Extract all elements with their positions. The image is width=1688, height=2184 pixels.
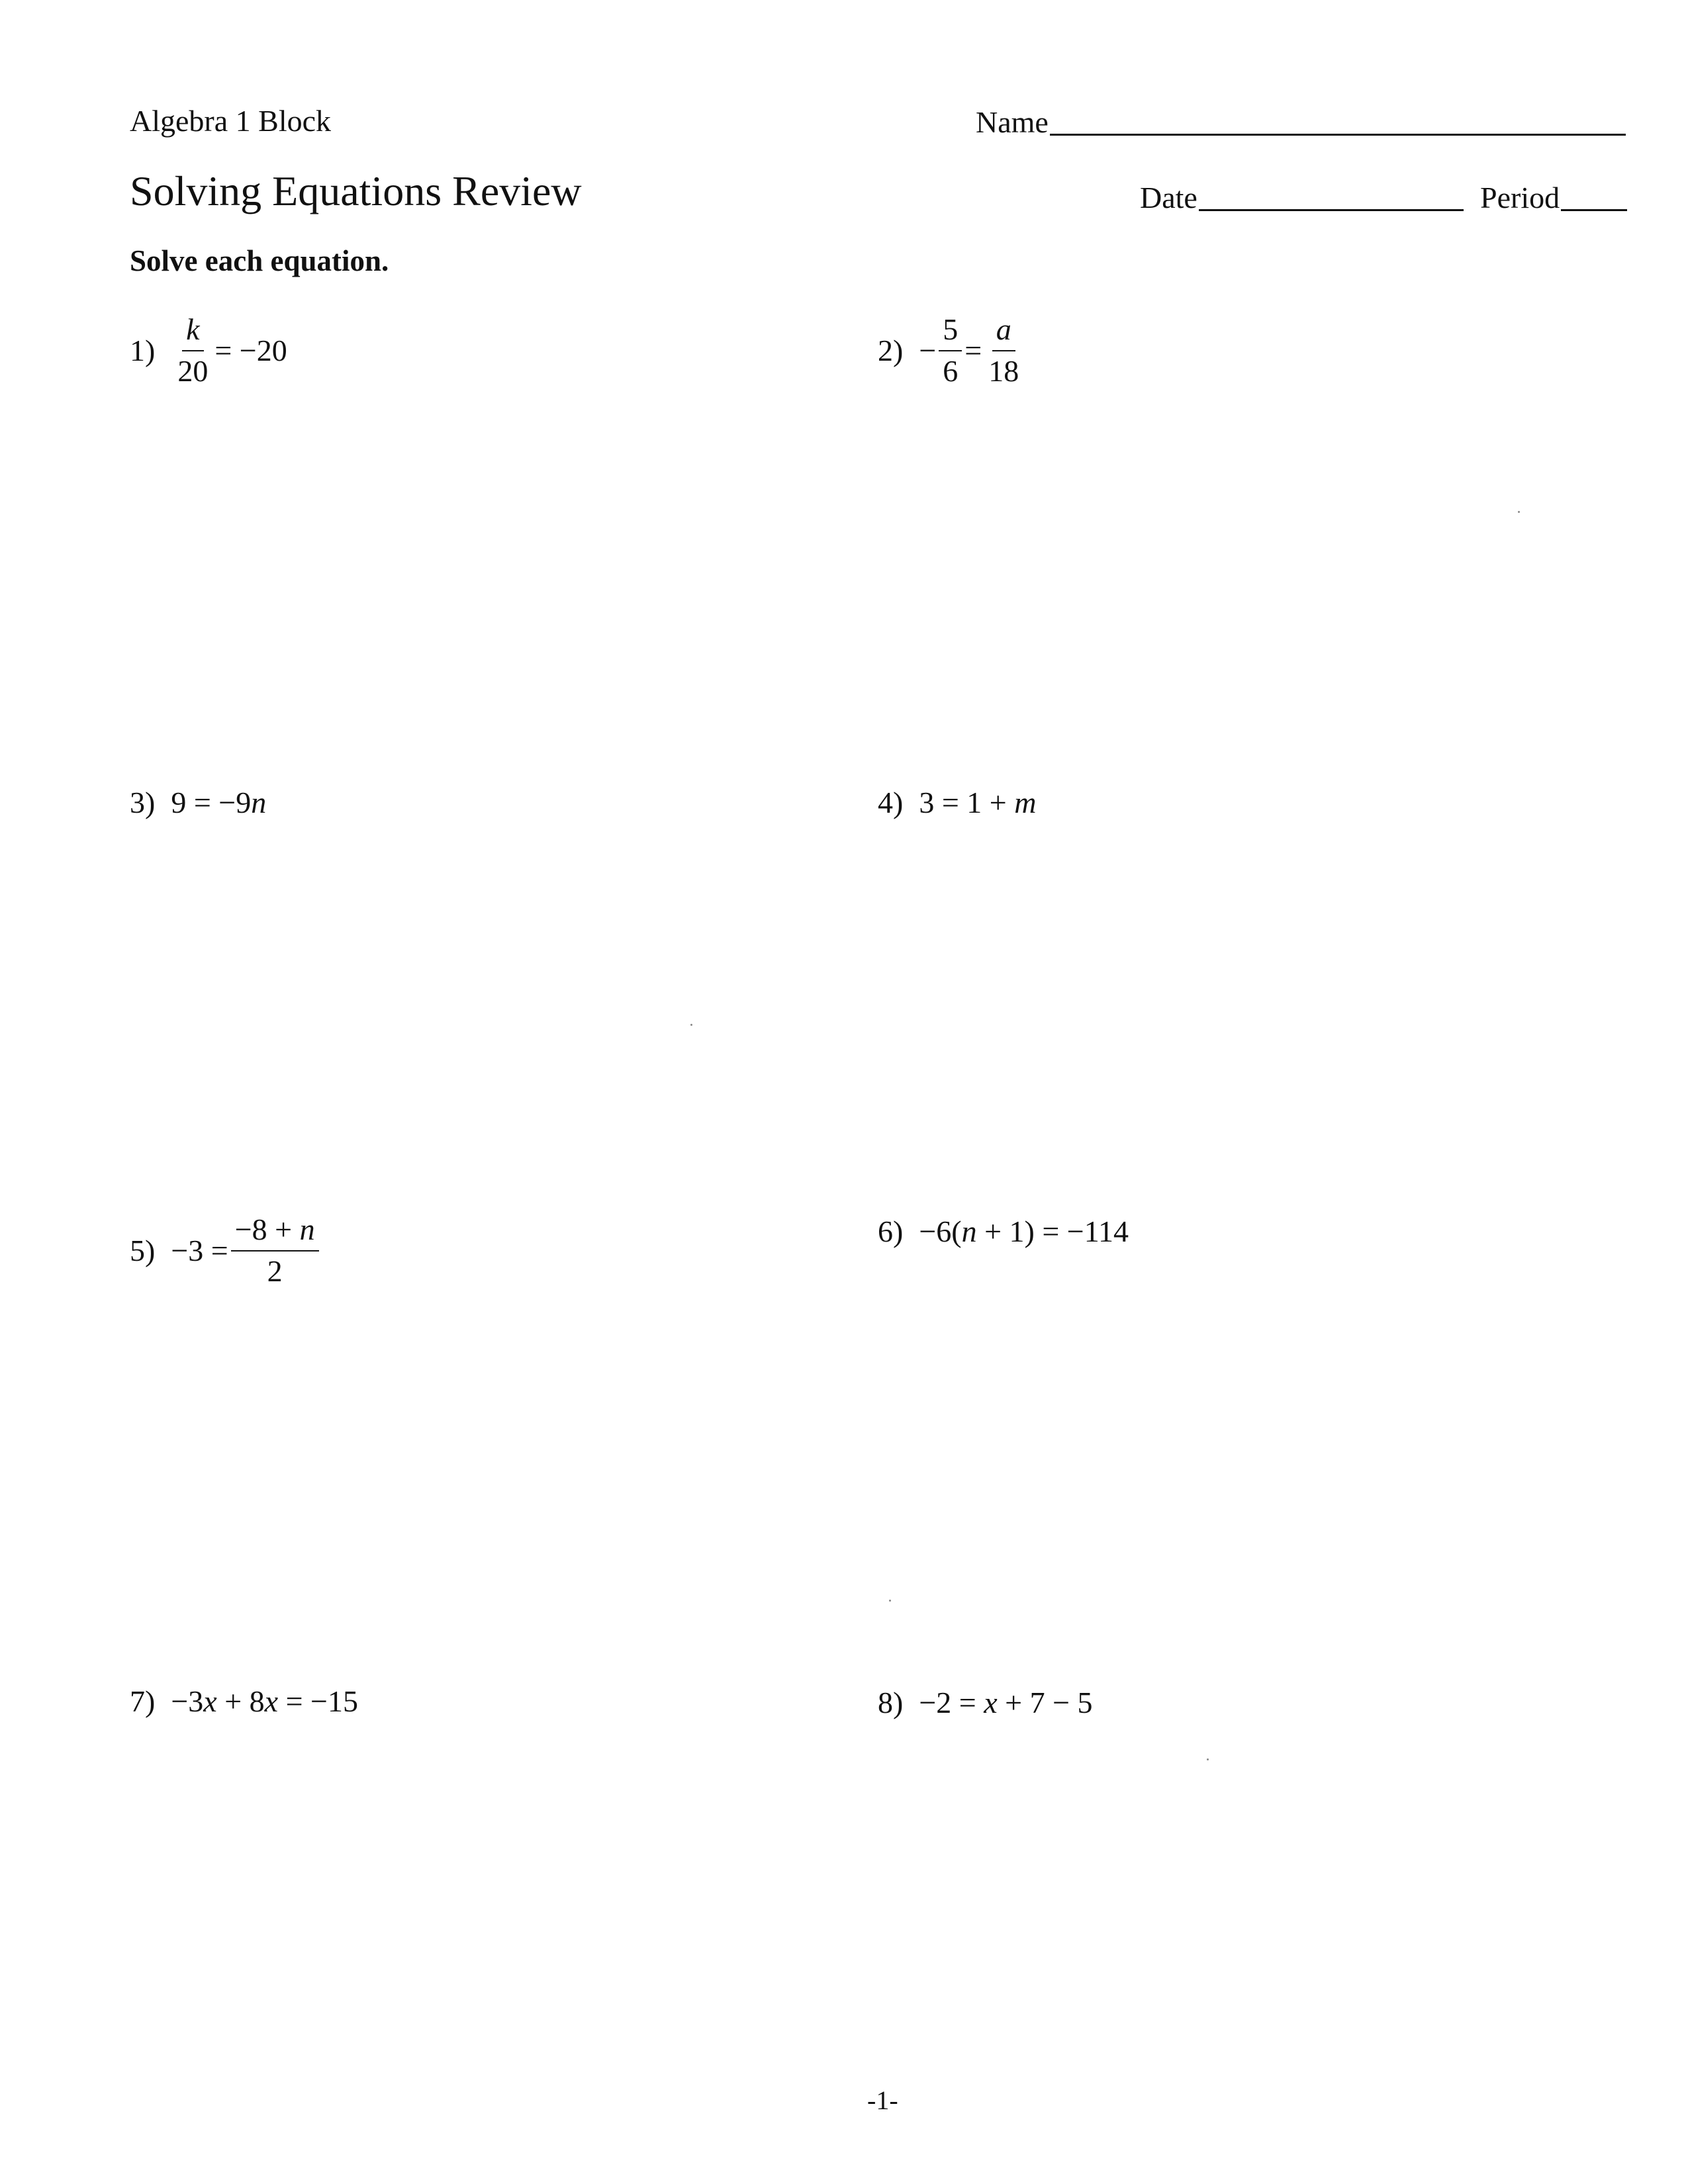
problem-number: 5) [130, 1234, 156, 1268]
problem-number: 8) [878, 1686, 904, 1719]
worksheet-title: Solving Equations Review [130, 167, 582, 214]
problem-8 [878, 1685, 1093, 1720]
denominator: 2 [267, 1253, 283, 1288]
denominator: 20 [177, 353, 209, 388]
page-number: -1- [867, 2085, 898, 2115]
scan-speck [1207, 1758, 1209, 1760]
problem-number: 3) [130, 786, 156, 819]
numerator: −8 + n [231, 1212, 319, 1251]
fraction [231, 1212, 319, 1289]
period-field[interactable] [1480, 180, 1627, 215]
name-label: Name [976, 105, 1049, 139]
problem-2 [878, 312, 1025, 389]
period-label: Period [1480, 181, 1560, 214]
problem-6 [878, 1214, 1129, 1249]
scan-speck [690, 1024, 692, 1026]
equation: 3 = 1 + m [919, 786, 1037, 819]
equation-rhs: = −20 [214, 334, 287, 368]
problem-1 [130, 312, 287, 389]
negative-sign: − [919, 334, 937, 368]
fraction-right [984, 312, 1023, 389]
period-blank[interactable] [1561, 208, 1627, 211]
problem-5 [130, 1212, 322, 1289]
numerator: k [186, 312, 200, 346]
problem-4 [878, 785, 1036, 820]
scan-speck [889, 1600, 891, 1602]
equals-sign: = [964, 334, 982, 368]
problem-number: 4) [878, 786, 904, 819]
denominator: 18 [988, 353, 1019, 388]
problem-number: 2) [878, 334, 904, 368]
name-field[interactable] [976, 105, 1626, 140]
name-blank[interactable] [1050, 133, 1626, 136]
problem-number: 7) [130, 1684, 156, 1718]
problem-number: 1) [130, 334, 156, 368]
denominator: 6 [943, 353, 959, 388]
date-label: Date [1140, 181, 1197, 214]
equation-lhs: −3 = [171, 1234, 228, 1268]
problem-7 [130, 1684, 358, 1719]
instructions: Solve each equation. [130, 244, 389, 277]
numerator: a [996, 312, 1011, 346]
equation: −3x + 8x = −15 [171, 1684, 358, 1718]
course-label: Algebra 1 Block [130, 104, 332, 138]
equation: −6(n + 1) = −114 [919, 1214, 1129, 1248]
date-field[interactable] [1140, 180, 1464, 215]
problem-3 [130, 785, 266, 820]
numerator: 5 [939, 312, 962, 351]
fraction-left [939, 312, 962, 389]
equation: 9 = −9n [171, 786, 267, 819]
fraction [173, 312, 212, 389]
equation: −2 = x + 7 − 5 [919, 1686, 1093, 1719]
date-blank[interactable] [1199, 208, 1464, 211]
problem-number: 6) [878, 1214, 904, 1248]
scan-speck [1518, 511, 1520, 513]
